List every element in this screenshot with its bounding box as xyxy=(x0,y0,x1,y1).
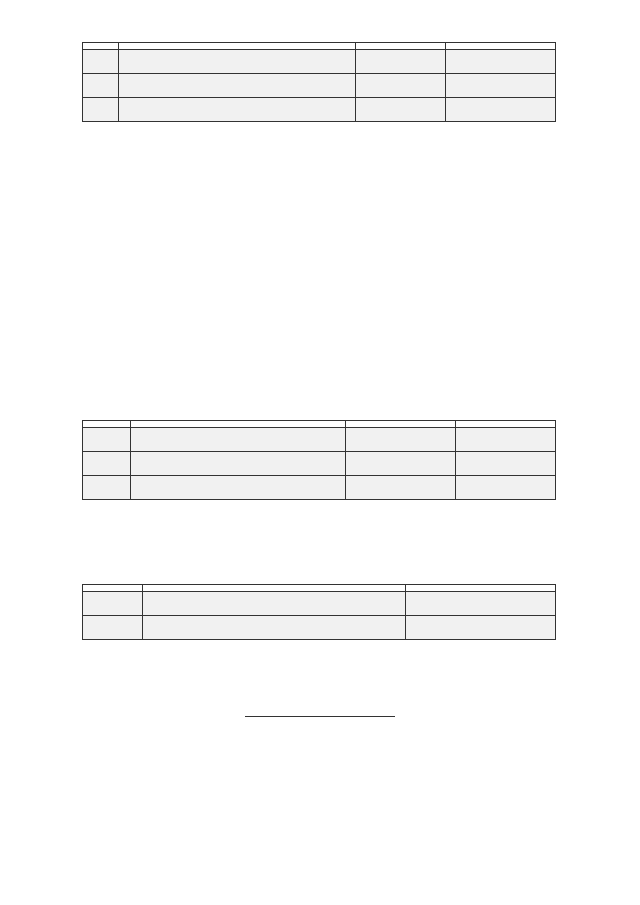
table-cell xyxy=(346,476,456,500)
section-8-table xyxy=(82,420,556,500)
table-cell xyxy=(83,476,131,500)
table-cell xyxy=(83,98,119,122)
section-7 xyxy=(82,182,556,186)
table-header-row xyxy=(83,421,556,428)
table-cell xyxy=(406,592,556,616)
end-divider xyxy=(245,716,395,717)
top-table xyxy=(82,42,556,122)
table-cell xyxy=(83,428,131,452)
table-cell xyxy=(83,592,143,616)
table-cell xyxy=(346,428,456,452)
table-header-cell xyxy=(406,585,556,592)
table-header-cell xyxy=(83,585,143,592)
table-cell xyxy=(346,452,456,476)
table-cell xyxy=(83,74,119,98)
table-cell xyxy=(456,476,556,500)
table-header-cell xyxy=(356,43,446,50)
table-row xyxy=(83,476,556,500)
table-cell xyxy=(143,616,406,640)
table-header-row xyxy=(83,43,556,50)
table-row xyxy=(83,428,556,452)
table-cell xyxy=(446,50,556,74)
table-cell xyxy=(83,50,119,74)
table-cell xyxy=(446,74,556,98)
table-cell xyxy=(83,616,143,640)
table-cell xyxy=(143,592,406,616)
table-row xyxy=(83,74,556,98)
table-row xyxy=(83,50,556,74)
table-cell xyxy=(119,74,356,98)
table-row xyxy=(83,98,556,122)
table-header-cell xyxy=(446,43,556,50)
table-cell xyxy=(456,428,556,452)
table-header-cell xyxy=(346,421,456,428)
table-header-cell xyxy=(83,43,119,50)
table-cell xyxy=(119,98,356,122)
table-cell xyxy=(83,452,131,476)
table-row xyxy=(83,592,556,616)
table-cell xyxy=(119,50,356,74)
table-header-cell xyxy=(143,585,406,592)
table-header-cell xyxy=(131,421,346,428)
table-cell xyxy=(356,50,446,74)
section-9-table xyxy=(82,584,556,640)
table-row xyxy=(83,452,556,476)
table-header-row xyxy=(83,585,556,592)
table-cell xyxy=(446,98,556,122)
table-cell xyxy=(131,476,346,500)
table-cell xyxy=(356,98,446,122)
table-header-cell xyxy=(83,421,131,428)
table-cell xyxy=(131,428,346,452)
table-header-cell xyxy=(119,43,356,50)
table-cell xyxy=(131,452,346,476)
table-cell xyxy=(356,74,446,98)
table-row xyxy=(83,616,556,640)
table-cell xyxy=(456,452,556,476)
table-header-cell xyxy=(456,421,556,428)
table-cell xyxy=(406,616,556,640)
